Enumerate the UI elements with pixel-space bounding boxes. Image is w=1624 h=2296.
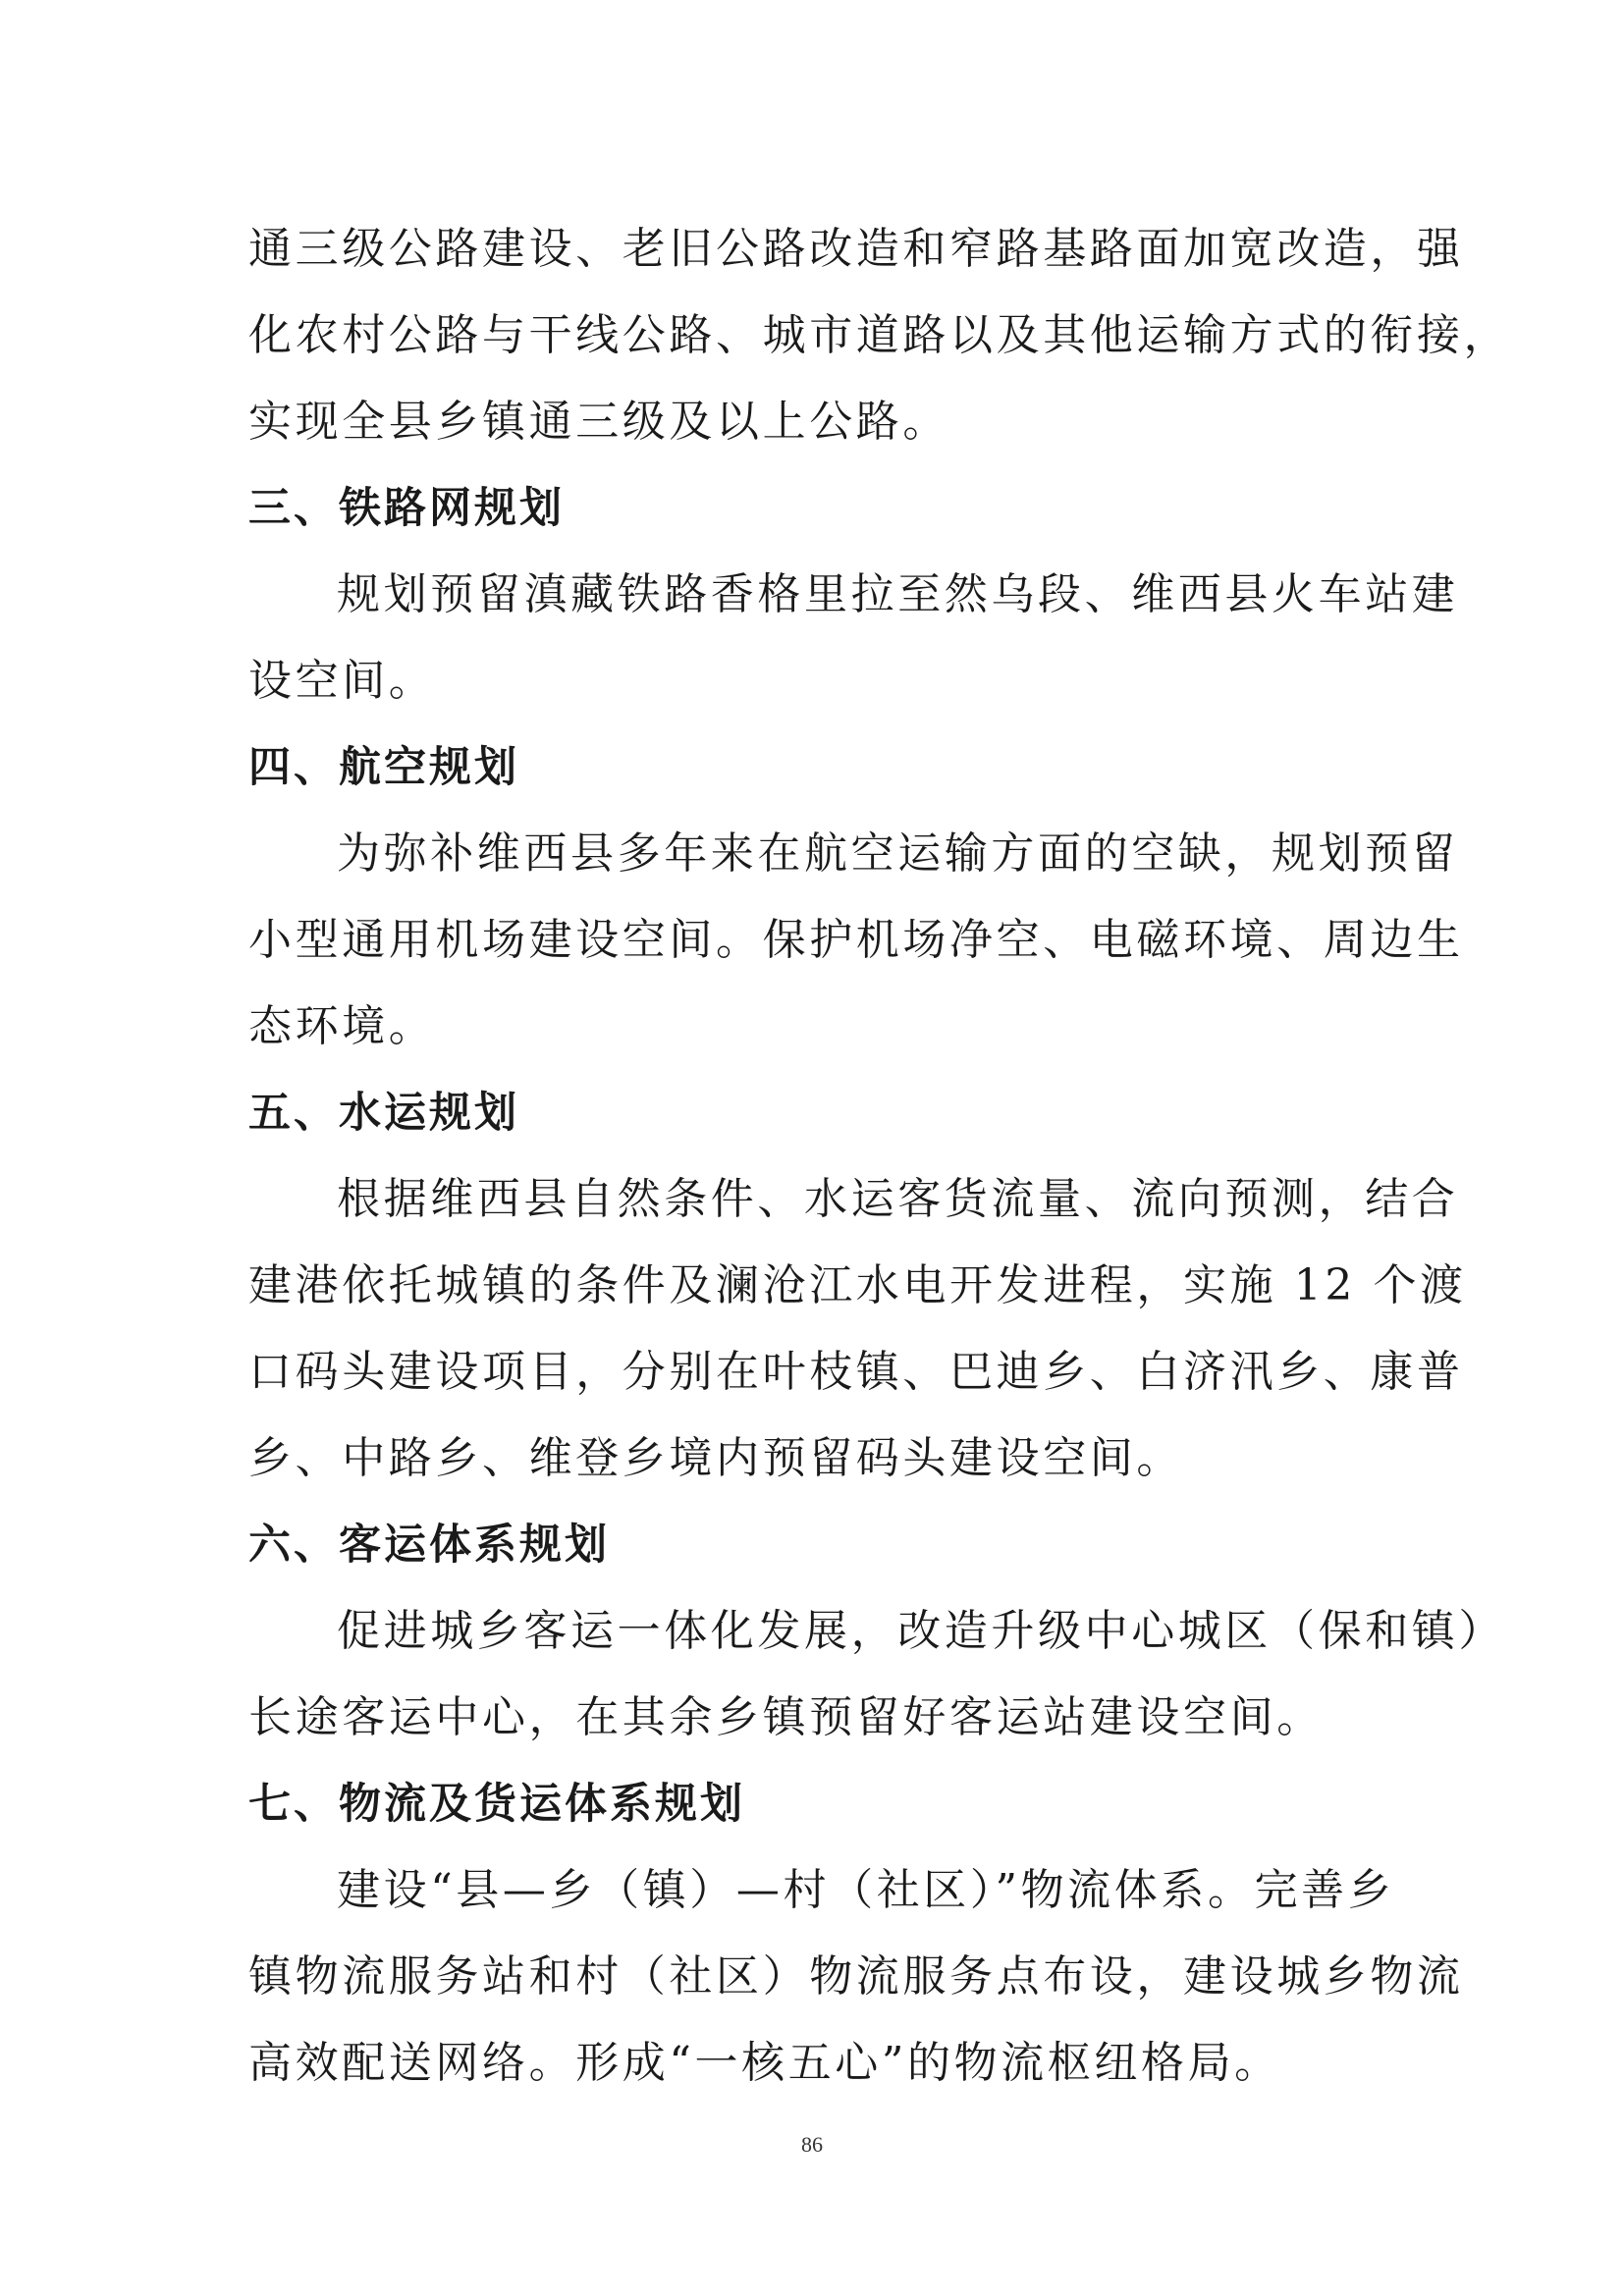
body-line: 态环境。 (248, 1001, 436, 1051)
body-line: 长途客运中心，在其余乡镇预留好客运站建设空间。 (248, 1692, 1324, 1742)
section-heading-aviation: 四、航空规划 (248, 743, 519, 792)
paragraph-first-line: 促进城乡客运一体化发展，改造升级中心城区（保和镇） (337, 1606, 1505, 1656)
section-heading-water-transport: 五、水运规划 (248, 1089, 519, 1138)
section-heading-passenger-transport: 六、客运体系规划 (248, 1521, 610, 1570)
body-line: 小型通用机场建设空间。保护机场净空、电磁环境、周边生 (248, 915, 1464, 965)
body-line: 实现全县乡镇通三级及以上公路。 (248, 397, 949, 447)
body-line: 通三级公路建设、老旧公路改造和窄路基路面加宽改造，强 (248, 224, 1464, 274)
section-heading-logistics: 七、物流及货运体系规划 (248, 1780, 745, 1829)
page-number: 86 (801, 2132, 823, 2157)
page-body (248, 206, 1511, 2107)
paragraph-first-line: 建设“县—乡（镇）—村（社区）”物流体系。完善乡 (337, 1865, 1395, 1915)
body-line: 乡、中路乡、维登乡境内预留码头建设空间。 (248, 1433, 1183, 1483)
body-line: 口码头建设项目，分别在叶枝镇、巴迪乡、白济汛乡、康普 (248, 1347, 1464, 1397)
paragraph-first-line: 根据维西县自然条件、水运客货流量、流向预测，结合 (337, 1174, 1459, 1224)
paragraph-first-line: 为弥补维西县多年来在航空运输方面的空缺，规划预留 (337, 828, 1459, 879)
body-line: 化农村公路与干线公路、城市道路以及其他运输方式的衔接， (248, 310, 1511, 360)
body-line: 镇物流服务站和村（社区）物流服务点布设，建设城乡物流 (248, 1951, 1464, 2002)
body-line: 高效配送网络。形成“一核五心”的物流枢纽格局。 (248, 2038, 1281, 2088)
body-line: 设空间。 (248, 656, 436, 706)
section-heading-railway: 三、铁路网规划 (248, 484, 565, 533)
body-line: 建港依托城镇的条件及澜沧江水电开发进程，实施 12 个渡 (248, 1260, 1467, 1310)
paragraph-first-line: 规划预留滇藏铁路香格里拉至然乌段、维西县火车站建 (337, 569, 1459, 619)
